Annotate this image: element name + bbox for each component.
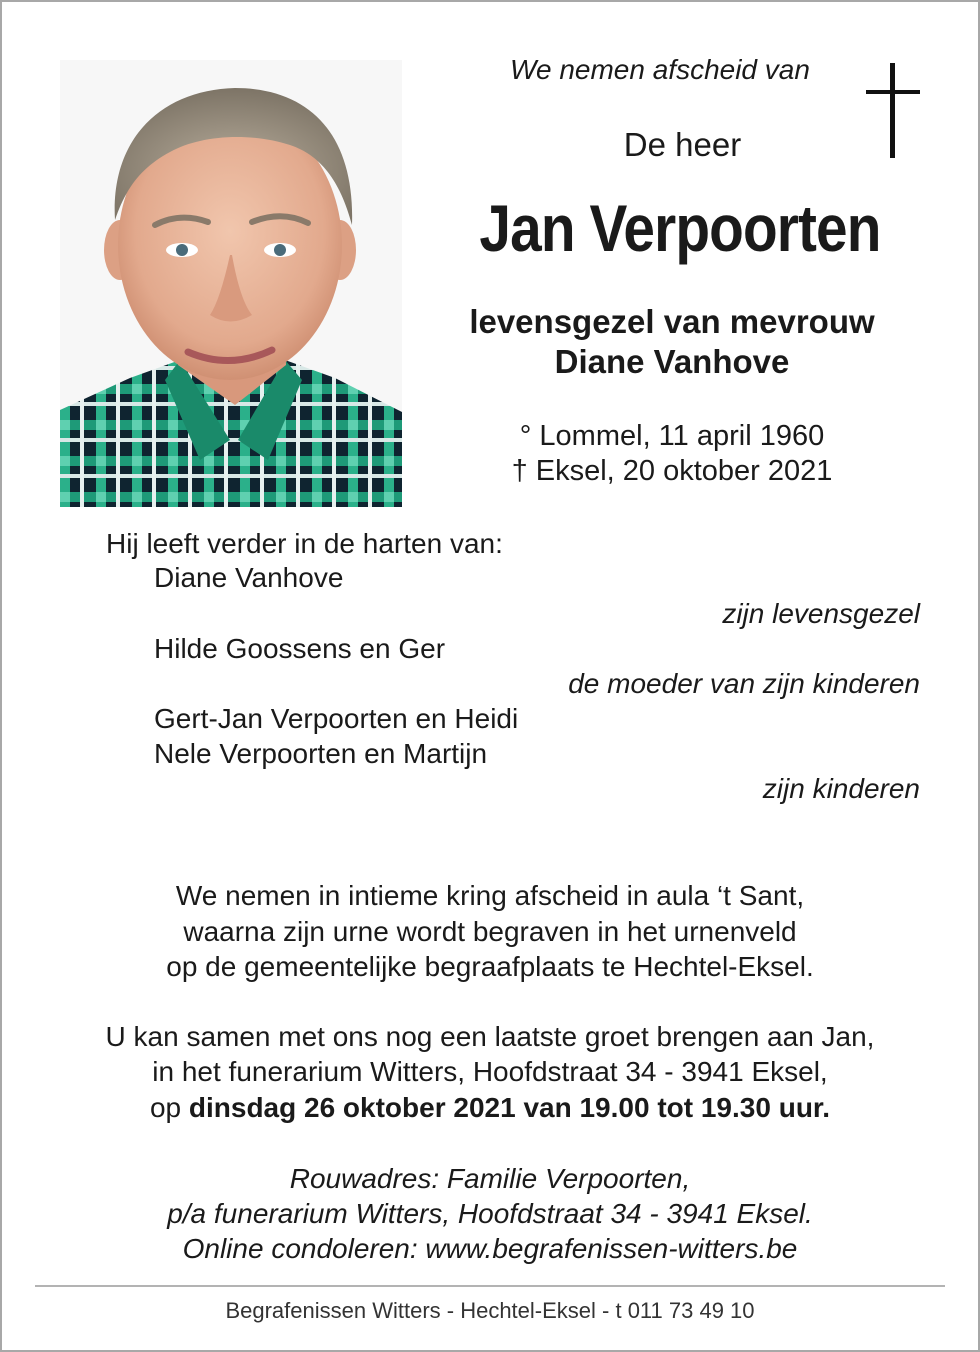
footer-text: Begrafenissen Witters - Hechtel-Eksel - t 011 73 49 10 [225,1298,755,1323]
visit-line-2: in het funerarium Witters, Hoofdstraat 34 - 3941 Eksel, [152,1056,828,1087]
condolence-link[interactable]: Online condoleren: www.begrafenissen-witters.be [182,1233,798,1264]
survivor-name: Nele Verpoorten en Martijn [154,738,488,769]
visit-prefix: op [149,1092,189,1123]
death-info: † Eksel, 20 oktober 2021 [511,455,833,487]
intro-text: We nemen afscheid van [510,54,810,85]
visit-datetime: dinsdag 26 oktober 2021 van 19.00 tot 19.30 uur. [188,1092,831,1123]
ceremony-line: op de gemeentelijke begraafplaats te Hechtel-Eksel. [166,951,814,982]
visit-line-3 [20,1092,960,1124]
address-line: p/a funerarium Witters, Hoofdstraat 34 - 3941 Eksel. [167,1198,813,1229]
honorific: De heer [623,126,742,163]
birth-info: ° Lommel, 11 april 1960 [519,420,825,452]
visit-line-1: U kan samen met ons nog een laatste groet brengen aan Jan, [105,1021,875,1052]
relation-line-2: Diane Vanhove [554,343,790,380]
ceremony-line: We nemen in intieme kring afscheid in aula ‘t Sant, [175,880,805,911]
survivors-lead: Hij leeft verder in de harten van: [106,528,503,559]
deceased-name: Jan Verpoorten [479,191,881,265]
survivor-role: zijn kinderen [762,773,920,804]
survivor-name: Gert-Jan Verpoorten en Heidi [154,703,519,734]
portrait-photo [60,60,402,507]
footer-divider [35,1285,945,1287]
ceremony-line: waarna zijn urne wordt begraven in het urnenveld [183,916,797,947]
survivor-role: zijn levensgezel [722,598,920,629]
survivor-name: Hilde Goossens en Ger [154,633,446,664]
relation-line-1: levensgezel van mevrouw [469,303,875,340]
survivor-role: de moeder van zijn kinderen [568,668,920,699]
survivor-name: Diane Vanhove [154,562,344,593]
address-line: Rouwadres: Familie Verpoorten, [289,1163,691,1194]
